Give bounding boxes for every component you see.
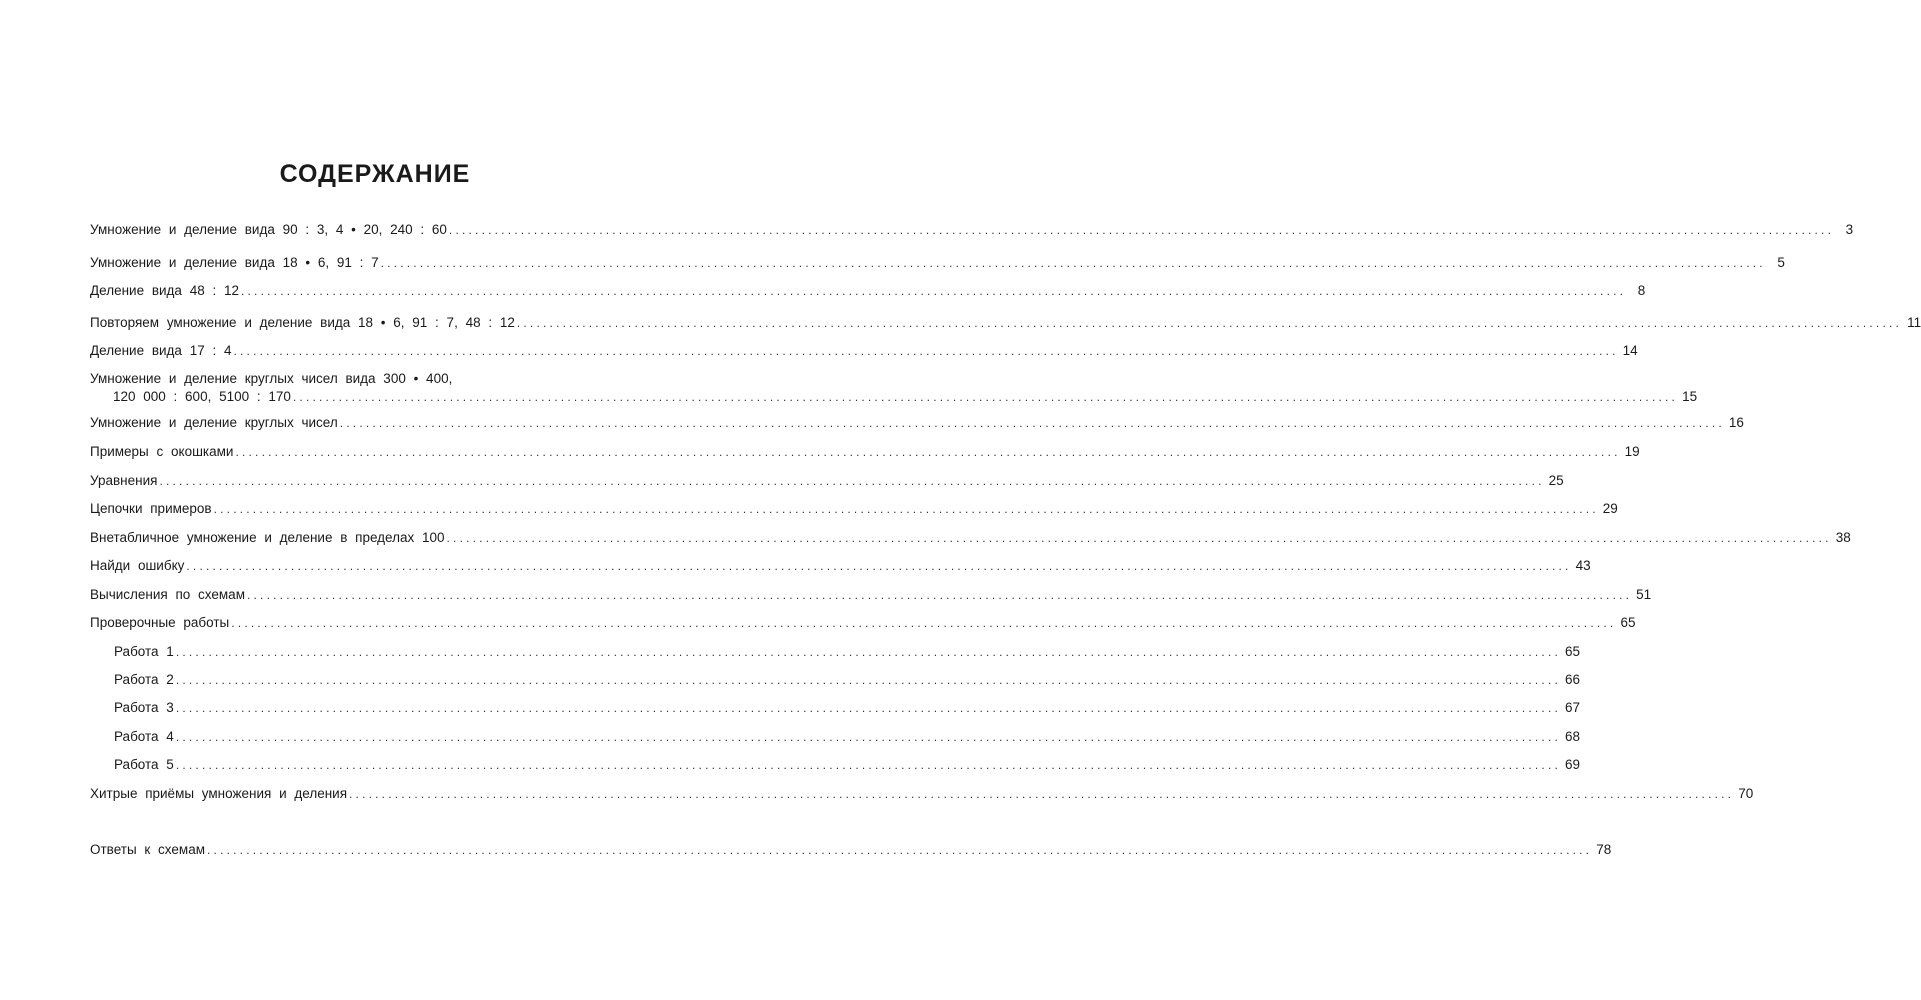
dot-leader: ....................................................................................................................................................................................................................: [235, 445, 1621, 459]
toc-entry[interactable]: [90, 221, 1854, 239]
toc-subentry[interactable]: [114, 756, 1581, 774]
toc-entry-label: Умножение и деление вида 90 : 3, 4 • 20, 240 : 60: [90, 222, 447, 237]
toc-entry-page: 25: [1548, 473, 1564, 488]
dot-leader: ....................................................................................................................................................................................................................: [175, 645, 1562, 659]
toc-entry-page: 65: [1565, 644, 1581, 659]
toc-entry-label: Работа 2: [114, 672, 174, 687]
toc-entry-label: Проверочные работы: [90, 615, 230, 630]
toc-entry-label: Работа 1: [114, 644, 174, 659]
toc-entry-page: 68: [1565, 729, 1581, 744]
toc-entry-label: Умножение и деление круглых чисел вида 300 • 400,: [90, 371, 453, 386]
toc-entry-page: 78: [1596, 842, 1612, 857]
toc-entry-label: Умножение и деление круглых чисел: [90, 415, 338, 430]
toc-entry[interactable]: [90, 314, 1921, 332]
toc-entry-label-continuation: 120 000 : 600, 5100 : 170: [113, 389, 291, 404]
toc-entry-page: 29: [1602, 501, 1618, 516]
dot-leader: ....................................................................................................................................................................................................................: [380, 256, 1766, 270]
toc-entry-page: 69: [1565, 757, 1581, 772]
toc-entry[interactable]: [90, 557, 1591, 575]
toc-entry[interactable]: [90, 282, 1646, 300]
toc-entry-label: Умножение и деление вида 18 • 6, 91 : 7: [90, 255, 379, 270]
toc-entry-page: 43: [1575, 558, 1591, 573]
toc-entry-page: 15: [1682, 389, 1698, 404]
toc-entry-page: 70: [1738, 786, 1754, 801]
toc-entry-label: Работа 3: [114, 700, 174, 715]
dot-leader: ....................................................................................................................................................................................................................: [175, 673, 1562, 687]
toc-entry-page: 66: [1565, 672, 1581, 687]
toc-entry-page: 51: [1636, 587, 1652, 602]
toc-entry[interactable]: [90, 443, 1640, 461]
toc-entry-page: 8: [1637, 283, 1646, 298]
toc-entry-page: 19: [1624, 444, 1640, 459]
toc-entry[interactable]: [90, 472, 1564, 490]
dot-leader: ....................................................................................................................................................................................................................: [175, 701, 1562, 715]
dot-leader: ....................................................................................................................................................................................................................: [292, 390, 1679, 404]
toc-entry-page: 14: [1622, 343, 1638, 358]
toc-entry-label: Деление вида 17 : 4: [90, 343, 232, 358]
toc-subentry[interactable]: [114, 671, 1581, 689]
toc-entry[interactable]: [90, 254, 1785, 272]
dot-leader: ....................................................................................................................................................................................................................: [231, 616, 1617, 630]
toc-entry[interactable]: [90, 370, 1698, 406]
dot-leader: ....................................................................................................................................................................................................................: [159, 474, 1545, 488]
dot-leader: ....................................................................................................................................................................................................................: [240, 284, 1627, 298]
toc-entry-label: Хитрые приёмы умножения и деления: [90, 786, 348, 801]
dot-leader: ....................................................................................................................................................................................................................: [246, 588, 1633, 602]
toc-entry-label: Найди ошибку: [90, 558, 185, 573]
dot-leader: ....................................................................................................................................................................................................................: [446, 531, 1832, 545]
dot-leader: ....................................................................................................................................................................................................................: [339, 416, 1725, 430]
toc-subentry[interactable]: [114, 699, 1581, 717]
toc-entry-page: 11: [1907, 315, 1921, 330]
toc-entry[interactable]: [90, 841, 1612, 859]
toc-entry-label: Примеры с окошками: [90, 444, 234, 459]
toc-entry[interactable]: [90, 500, 1618, 518]
toc-entry-label: Уравнения: [90, 473, 158, 488]
toc-entry-label: Повторяем умножение и деление вида 18 • 6, 91 : 7, 48 : 12: [90, 315, 515, 330]
toc-entry-label: Ответы к схемам: [90, 842, 205, 857]
toc-subentry[interactable]: [114, 643, 1581, 661]
dot-leader: ....................................................................................................................................................................................................................: [207, 843, 1593, 857]
toc-entry-page: 65: [1620, 615, 1636, 630]
toc-entry[interactable]: [90, 586, 1652, 604]
dot-leader: ....................................................................................................................................................................................................................: [175, 758, 1562, 772]
toc-entry-label: Внетабличное умножение и деление в пределах 100: [90, 530, 445, 545]
toc-entry[interactable]: [90, 785, 1754, 803]
dot-leader: ....................................................................................................................................................................................................................: [516, 316, 1903, 330]
dot-leader: ....................................................................................................................................................................................................................: [233, 344, 1619, 358]
dot-leader: ....................................................................................................................................................................................................................: [349, 787, 1735, 801]
toc-entry-label: Цепочки примеров: [90, 501, 212, 516]
toc-entry-page: 38: [1835, 530, 1851, 545]
toc-entry-page: 5: [1777, 255, 1785, 270]
toc-entry-page: 3: [1845, 222, 1854, 237]
dot-leader: ....................................................................................................................................................................................................................: [186, 559, 1572, 573]
toc-entry-continuation: [90, 388, 1698, 406]
dot-leader: ....................................................................................................................................................................................................................: [175, 730, 1562, 744]
toc-entry[interactable]: [90, 342, 1638, 360]
toc-entry-label: Работа 4: [114, 729, 174, 744]
toc-subentry[interactable]: [114, 728, 1581, 746]
toc-entry-label: Работа 5: [114, 757, 174, 772]
dot-leader: ....................................................................................................................................................................................................................: [448, 223, 1835, 237]
page-title: СОДЕРЖАНИЕ: [279, 160, 471, 188]
dot-leader: ....................................................................................................................................................................................................................: [213, 502, 1599, 516]
toc-entry-label: Деление вида 48 : 12: [90, 283, 239, 298]
toc-entry-label: Вычисления по схемам: [90, 587, 245, 602]
toc-entry[interactable]: [90, 414, 1744, 432]
toc-entry[interactable]: [90, 614, 1636, 632]
toc-entry-page: 16: [1728, 415, 1744, 430]
toc-entry[interactable]: [90, 529, 1851, 547]
toc-entry-page: 67: [1565, 700, 1581, 715]
